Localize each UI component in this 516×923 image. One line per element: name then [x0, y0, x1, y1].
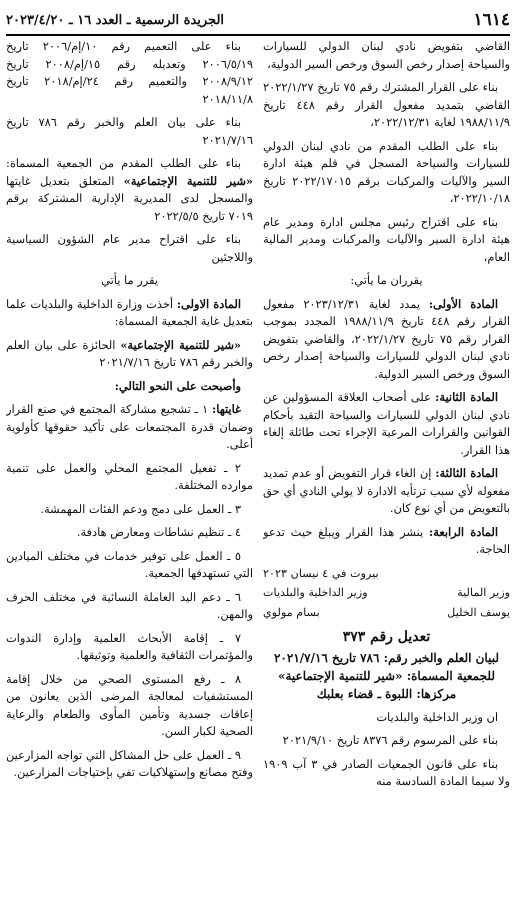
article-1	[263, 296, 510, 384]
article-3	[263, 465, 510, 518]
running-head: الجريدة الرسمية ـ العدد ١٦ ـ ٢٠٢٣/٤/٢٠	[6, 12, 225, 28]
list-item	[6, 401, 253, 454]
paragraph: القاضي بتفويض نادي لبنان الدولي للسيارات والسياحة إصدار رخص السوق ورخص السير الدولية،	[263, 39, 510, 71]
text: المتعلق بتعديل غايتها والمسجل لدى المديرية الإدارية المشتركة برقم ٧٠١٩ تاريخ ٢٠٢٢/٥/٥	[6, 173, 253, 223]
list-item: ٧ ـ إقامة الأبحاث العلمية وإدارة الندوات والمؤتمرات الثقافية والعلمية وتوثيقها.	[6, 630, 253, 662]
text: الحائزة على بيان العلم والخبر رقم ٧٨٦ تاريخ ٢٠٢١/٧/١٦	[6, 337, 253, 369]
article-text: إن الغاء قرار التفويض أو عدم تمديد مفعوله لأي سبب ترتأيه الادارة لا يولي النادي أي حق بالتعويض من أي نوع كان.	[263, 466, 510, 515]
page-number: ١٦١٤	[473, 10, 510, 30]
signature-block	[263, 565, 510, 622]
sign-name: يوسف الخليل	[447, 605, 510, 619]
text: بناء على الطلب المقدم من الجمعية المسماة:	[6, 156, 241, 170]
article-text: ينشر هذا القرار ويبلغ حيث تدعو الحاجة.	[263, 524, 510, 556]
page-header	[6, 6, 510, 36]
association-name: «شير للتنمية الإجتماعية»	[123, 173, 253, 188]
became-heading: وأصبحت على النحو التالي:	[114, 378, 241, 393]
association-name: «شير للتنمية الإجتماعية»	[120, 337, 242, 352]
amendment-subtitle: لبيان العلم والخبر رقم: ٧٨٦ تاريخ ٢٠٢١/٧/١٦ للجمعية المسماة: «شير للتنمية الإجتماعية» مركزها: اللبوة ـ قضاء بعلبك	[273, 650, 499, 701]
list-item: ٤ ـ تنظيم نشاطات ومعارض هادفة.	[76, 525, 241, 539]
sign-role: وزير المالية	[457, 586, 510, 599]
article-text: يمدد لغاية ٢٠٢٣/١٢/٣١ مفعول القرار رقم ٤٤٨ تاريخ ١٩٨٨/١١/٩ المجدد بموجب القرار رقم ٧٥ تاريخ ٢٠٢٢/١/٢٧، والقاضي بتفويض نادي لبنان الدولي للسيارات والسياحة إصدار رخص السوق ورخص السير الدولية.	[263, 296, 510, 381]
sign-date: بيروت في ٤ نيسان ٢٠٢٣	[263, 566, 379, 580]
list-item: ٨ ـ رفع المستوى الصحي من خلال إقامة المستشفيات لمعالجة المرضى الذين يعانون من إعاقات جسدية وتأمين المأوى والطعام والرعاية الصحية لكبار السن.	[6, 671, 253, 738]
right-column	[263, 38, 510, 919]
article-label: المادة الثانية:	[435, 390, 498, 404]
left-column	[6, 38, 253, 919]
paragraph: بناء على المرسوم رقم ٨٣٧٦ تاريخ ٢٠٢١/٩/١٠	[282, 733, 498, 747]
list-item: ٥ ـ العمل على توفير خدمات في مختلف الميادين التي تستهدفها الجمعية.	[6, 548, 253, 580]
article-1	[6, 296, 253, 331]
article-label: المادة الثالثة:	[435, 466, 499, 480]
decision-heading: يقرر ما يأتي	[101, 273, 158, 287]
list-item: ٣ ـ العمل على دمج ودعم الفئات المهمشة.	[40, 501, 241, 516]
list-item: ٩ ـ العمل على حل المشاكل التي تواجه المزارعين وفتح مصانع وإستهلاكيات تفي بإحتياجات المزارعين.	[6, 747, 253, 779]
amendment-title: تعديل رقم ٣٧٣	[342, 629, 431, 645]
paragraph: بناء على الطلب المقدم من نادي لبنان الدولي للسيارات والسياحة المسجل في قلم هيئة ادارة السير والآليات والمركبات برقم ٢٠٢٢/١٧٠١٥ تاريخ ٢٠٢٢/١٠/١٨،	[263, 138, 510, 205]
list-item: ٢ ـ تفعيل المجتمع المحلي والعمل على تنمية موارده المختلفة.	[6, 460, 253, 492]
article-label: المادة الرابعة:	[429, 524, 499, 539]
article-text: أخذت وزارة الداخلية والبلديات علما بتعديل غاية الجمعية المسماة:	[6, 296, 253, 328]
sign-role: وزير الداخلية والبلديات	[263, 586, 368, 599]
paragraph: بناء على قانون الجمعيات الصادر في ٣ آب ١٩٠٩ ولا سيما المادة السادسة منه	[263, 756, 510, 788]
article-label: المادة الاولى:	[176, 296, 241, 311]
text-columns	[6, 38, 510, 919]
sign-name: بسام مولوي	[263, 605, 320, 619]
paragraph: بناء على بيان العلم والخبر رقم ٧٨٦ تاريخ ٢٠٢١/٧/١٦	[6, 115, 253, 147]
paragraph: بناء على اقتراح مدير عام الشؤون السياسية واللاجئين	[6, 232, 253, 264]
article-label: المادة الأولى:	[428, 296, 499, 311]
list-item: ٦ ـ دعم اليد العاملة النسائية في مختلف الحرف والمهن.	[6, 589, 253, 621]
paragraph: بناء على اقتراح رئيس مجلس ادارة ومدير عام هيئة ادارة السير والآليات والمركبات ومدير المالية العام،	[263, 214, 510, 264]
paragraph: بناء على القرار المشترك رقم ٧٥ تاريخ ٢٠٢٢/١/٢٧ القاضي بتمديد مفعول القرار رقم ٤٤٨ تاريخ ١٩٨٨/١١/٩ لغاية ٢٠٢٢/١٢/٣١،	[263, 80, 510, 129]
paragraph	[6, 337, 253, 372]
paragraph	[6, 155, 253, 225]
paragraph: ان وزير الداخلية والبلديات	[376, 709, 498, 724]
article-text: على أصحاب العلاقة المسؤولين عن نادي لبنان الدولي للسيارات والسياحة التقيد بأحكام القوانين والقرارات المرعية الإجراء تحت طائلة إلغاء هذا القرار.	[263, 390, 510, 457]
goals-label: غايتها:	[212, 402, 241, 416]
article-2	[263, 389, 510, 459]
paragraph: بناء على التعميم رقم ١٠/إم/٢٠٠٦ تاريخ ٢٠٠٦/٥/١٩ وتعديله رقم ١٥/إم/٢٠٠٨ تاريخ ٢٠٠٨/٩/١٢ والتعميم رقم ٢٤/إم/٢٠١٨ تاريخ ٢٠١٨/١١/٨	[6, 39, 253, 106]
list-item-text: ١ ـ تشجيع مشاركة المجتمع في صنع القرار وضمان قدرة المجتمعات على تأكيد حقوقها كأولوية أعلى.	[6, 402, 253, 451]
decision-heading: يقرران ما يأتي:	[350, 273, 423, 287]
article-4	[263, 524, 510, 559]
